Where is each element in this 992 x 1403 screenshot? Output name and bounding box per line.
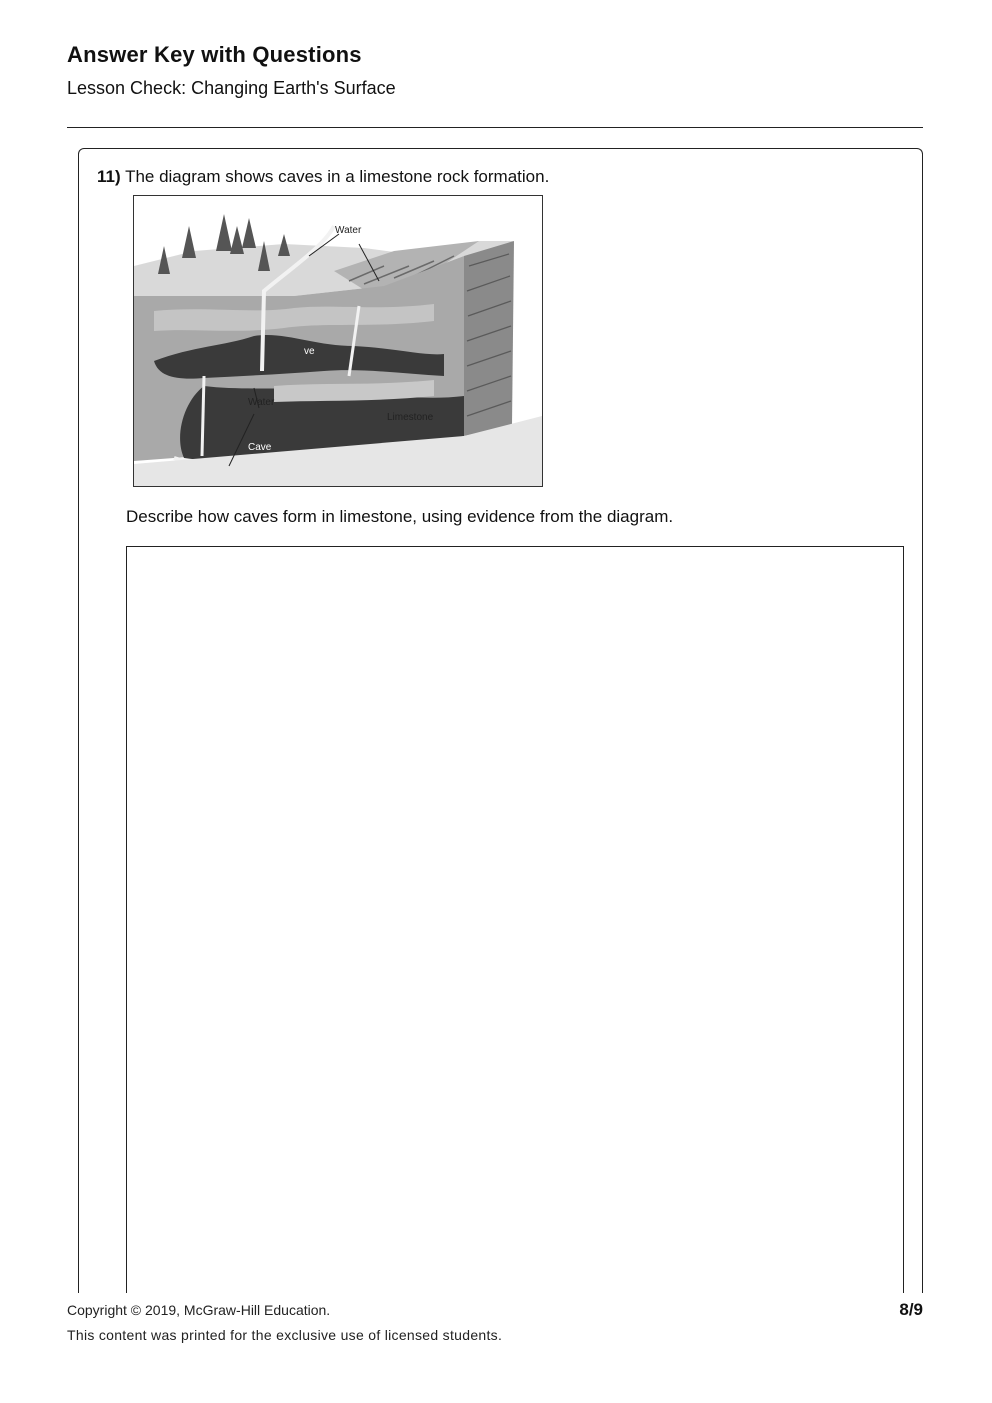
page-number: 8/9 [899, 1300, 923, 1319]
answer-textarea[interactable] [126, 546, 904, 1307]
question-text: The diagram shows caves in a limestone rock formation. [125, 167, 550, 186]
diagram-label-limestone: Limestone [387, 412, 434, 423]
page-subtitle: Lesson Check: Changing Earth's Surface [67, 78, 396, 98]
header-divider [67, 127, 923, 128]
diagram-label-water-lower: Water [248, 397, 275, 408]
question-stem [97, 167, 549, 187]
page-title: Answer Key with Questions [67, 42, 362, 67]
diagram-label-cave-lower: Cave [248, 442, 272, 453]
footer-copyright: Copyright © 2019, McGraw-Hill Education. [67, 1302, 336, 1318]
question-prompt: Describe how caves form in limestone, using evidence from the diagram. [126, 507, 674, 526]
limestone-cave-diagram [133, 195, 543, 487]
diagram-label-cave-upper: ve [304, 346, 315, 357]
diagram-label-water-top: Water [335, 225, 362, 236]
footer-notice: This content was printed for the exclusive use of licensed students. [67, 1327, 508, 1343]
question-number: 11) [97, 167, 121, 186]
